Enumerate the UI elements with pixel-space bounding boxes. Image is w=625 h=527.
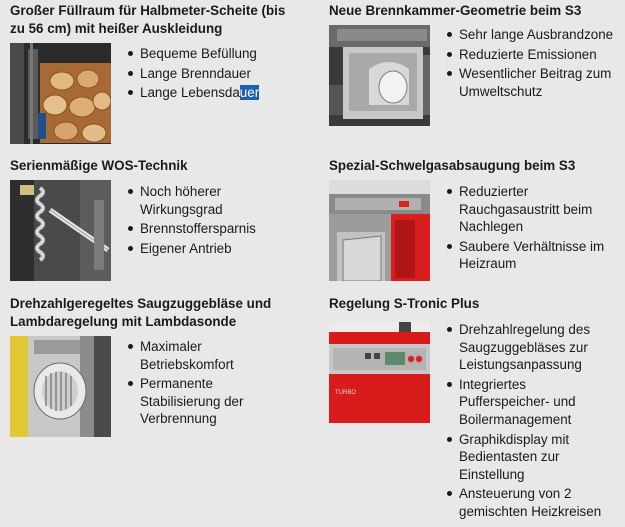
feature-bullets [127,183,302,259]
wos-turbulator-photo-icon [10,180,111,281]
bullet-item: Wesentlicher Beitrag zum Umweltschutz [446,65,621,100]
bullet-item: Bequeme Befüllung [127,45,297,63]
feature-bullets [127,338,302,430]
bullet-item: Reduzierter Rauchgasaustritt beim Nachlegen [446,183,609,236]
feature-title: Großer Füllraum für Halbmeter-Scheite (bis zu 56 cm) mit heißer Auskleidung [10,3,286,36]
firewood-chamber-photo-icon [10,43,111,144]
bullet-item: Eigener Antrieb [127,240,302,258]
boiler-cabinet-photo-icon [329,180,430,281]
bullet-item: Ansteuerung von 2 gemischten Heizkreisen [446,485,624,520]
feature-bullets [446,183,621,275]
feature-s-tronic-plus [329,295,619,313]
bullet-item: Sehr lange Ausbrandzone [446,26,621,44]
bullet-item: Saubere Verhältnisse im Heizraum [446,238,619,273]
feature-fuel-chamber [10,2,310,37]
feature-induced-draft-fan [10,295,310,330]
feature-combustion-chamber [329,2,619,20]
s-tronic-controller-photo-icon [329,322,430,423]
feature-title: Neue Brennkammer-Geometrie beim S3 [329,3,582,18]
bullet-item: Maximaler Betriebskomfort [127,338,255,373]
bullet-item: Brennstoffersparnis [127,220,302,238]
bullet-item: Permanente Stabilisierung der Verbrennung [127,375,260,428]
bullet-item: Noch höherer Wirkungsgrad [127,183,240,218]
bullet-item: Lange Brenndauer [127,65,297,83]
bullet-item: Integriertes Pufferspeicher- und Boilermanagement [446,376,589,429]
bullet-item: Reduzierte Emissionen [446,46,621,64]
bullet-item: Graphikdisplay mit Bedientasten zur Einstellung [446,431,594,484]
feature-bullets [446,26,621,102]
feature-bullets [127,45,297,104]
feature-title: Regelung S-Tronic Plus [329,296,480,311]
text-selection[interactable]: uer [239,85,260,101]
bullet-item: Drehzahlregelung des Saugzuggebläses zur Leistungsanpassung [446,321,614,374]
feature-title: Serienmäßige WOS-Technik [10,158,188,173]
bullet-text: Lange Lebensda [140,85,240,101]
feature-bullets [446,321,621,523]
feature-title: Spezial-Schwelgasabsaugung beim S3 [329,158,576,173]
feature-smoke-extraction [329,157,619,175]
combustion-chamber-photo-icon [329,25,430,126]
induced-draft-fan-photo-icon [10,336,111,437]
panel-brand-label: TURBO [335,390,356,396]
feature-wos-technology [10,157,310,175]
bullet-item [127,84,297,102]
feature-title: Drehzahlgeregeltes Saugzuggebläse und Lambdaregelung mit Lambdasonde [10,296,272,329]
